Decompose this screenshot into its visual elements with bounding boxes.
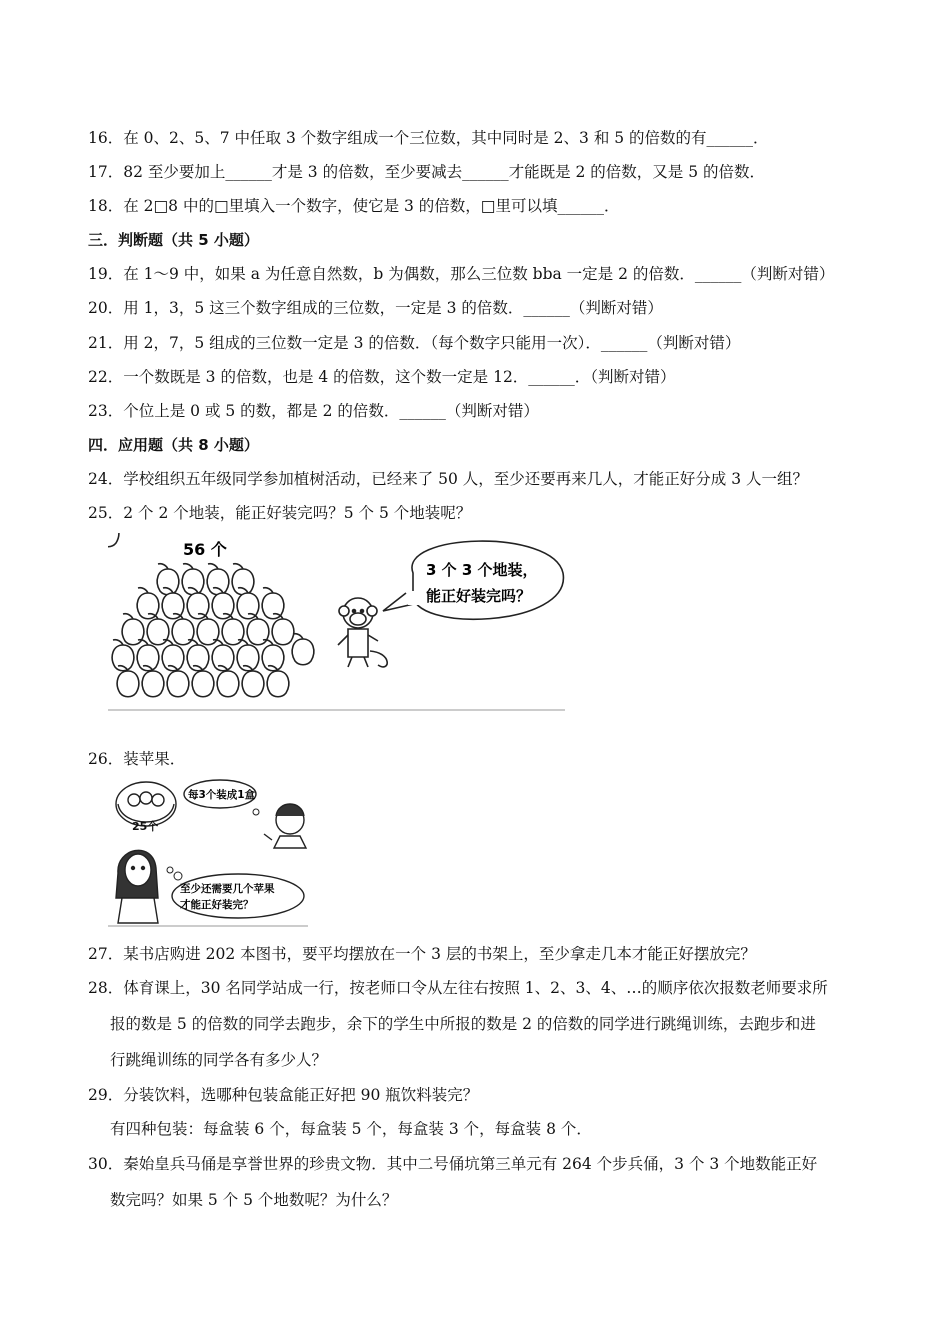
question-27: 27．某书店购进 202 本图书，要平均摆放在一个 3 层的书架上，至少拿走几本才能正好摆放完？ (88, 945, 756, 963)
speech-bubble-bottom (167, 867, 304, 918)
question-24: 24．学校组织五年级同学参加植树活动，已经来了 50 人，至少还要再来几人，才能正好分成 3 人一组？ (88, 470, 809, 488)
apple-basket-icon (116, 782, 176, 833)
question-28-line2: 报的数是 5 的倍数的同学去跑步，余下的学生中所报的数是 2 的倍数的同学进行跳绳训练，去跑步和进 (110, 1015, 816, 1033)
peach-count-label: 56 个 (183, 540, 227, 559)
woman-icon (116, 850, 158, 923)
svg-text:才能正好装完？: 才能正好装完？ (180, 899, 254, 911)
question-29-line2: 有四种包装：每盒装 6 个，每盒装 5 个，每盒装 3 个，每盒装 8 个． (110, 1120, 592, 1138)
question-30-line1: 30．秦始皇兵马俑是享誉世界的珍贵文物．其中二号俑坑第三单元有 264 个步兵俑，3 个 3 个地数能正好 (88, 1155, 818, 1173)
question-25-figure (108, 533, 568, 713)
question-18: 18．在 2□8 中的□里填入一个数字，使它是 3 的倍数，□里可以填______． (88, 197, 620, 215)
speech-bubble-top (184, 780, 259, 815)
question-23: 23．个位上是 0 或 5 的数，都是 2 的倍数．______（判断对错） (88, 402, 539, 420)
svg-text:每3个装成1盒: 每3个装成1盒 (188, 789, 256, 801)
question-17: 17．82 至少要加上______才是 3 的倍数，至少要减去______才能既是 2 的倍数，又是 5 的倍数． (88, 163, 766, 181)
question-30-line2: 数完吗？如果 5 个 5 个地数呢？为什么？ (110, 1191, 398, 1209)
section-judgement-heading: 三．判断题（共 5 小题） (88, 231, 259, 249)
svg-text:能正好装完吗？: 能正好装完吗？ (426, 587, 532, 605)
section-application-heading: 四．应用题（共 8 小题） (88, 436, 259, 454)
question-22: 22．一个数既是 3 的倍数，也是 4 的倍数，这个数一定是 12．______．（判断对错） (88, 368, 676, 386)
svg-text:至少还需要几个苹果: 至少还需要几个苹果 (180, 883, 275, 895)
question-28-line3: 行跳绳训练的同学各有多少人？ (110, 1051, 328, 1069)
monkey-icon (338, 598, 387, 667)
question-20: 20．用 1，3，5 这三个数字组成的三位数，一定是 3 的倍数．______（判断对错） (88, 299, 663, 317)
svg-text:3 个 3 个地装，: 3 个 3 个地装， (426, 561, 538, 579)
question-25: 25．2 个 2 个地装，能正好装完吗？5 个 5 个地装呢？ (88, 504, 472, 522)
question-19: 19．在 1～9 中，如果 a 为任意自然数，b 为偶数，那么三位数 bba 一定是 2 的倍数．______（判断对错） (88, 265, 835, 283)
svg-text:25个: 25个 (132, 820, 159, 833)
speech-bubble-monkey (383, 541, 563, 619)
question-26: 26．装苹果． (88, 750, 186, 768)
question-26-figure (108, 778, 318, 928)
question-21: 21．用 2，7，5 组成的三位数一定是 3 的倍数．（每个数字只能用一次）．______（判断对错） (88, 334, 741, 352)
question-28-line1: 28．体育课上，30 名同学站成一行，按老师口令从左往右按照 1、2、3、4、…的顺序依次报数老师要求所 (88, 979, 828, 997)
girl-icon (264, 804, 306, 848)
question-29-line1: 29．分装饮料，选哪种包装盒能正好把 90 瓶饮料装完？ (88, 1086, 479, 1104)
question-16: 16．在 0、2、5、7 中任取 3 个数字组成一个三位数，其中同时是 2、3 和 5 的倍数的有______． (88, 129, 769, 147)
